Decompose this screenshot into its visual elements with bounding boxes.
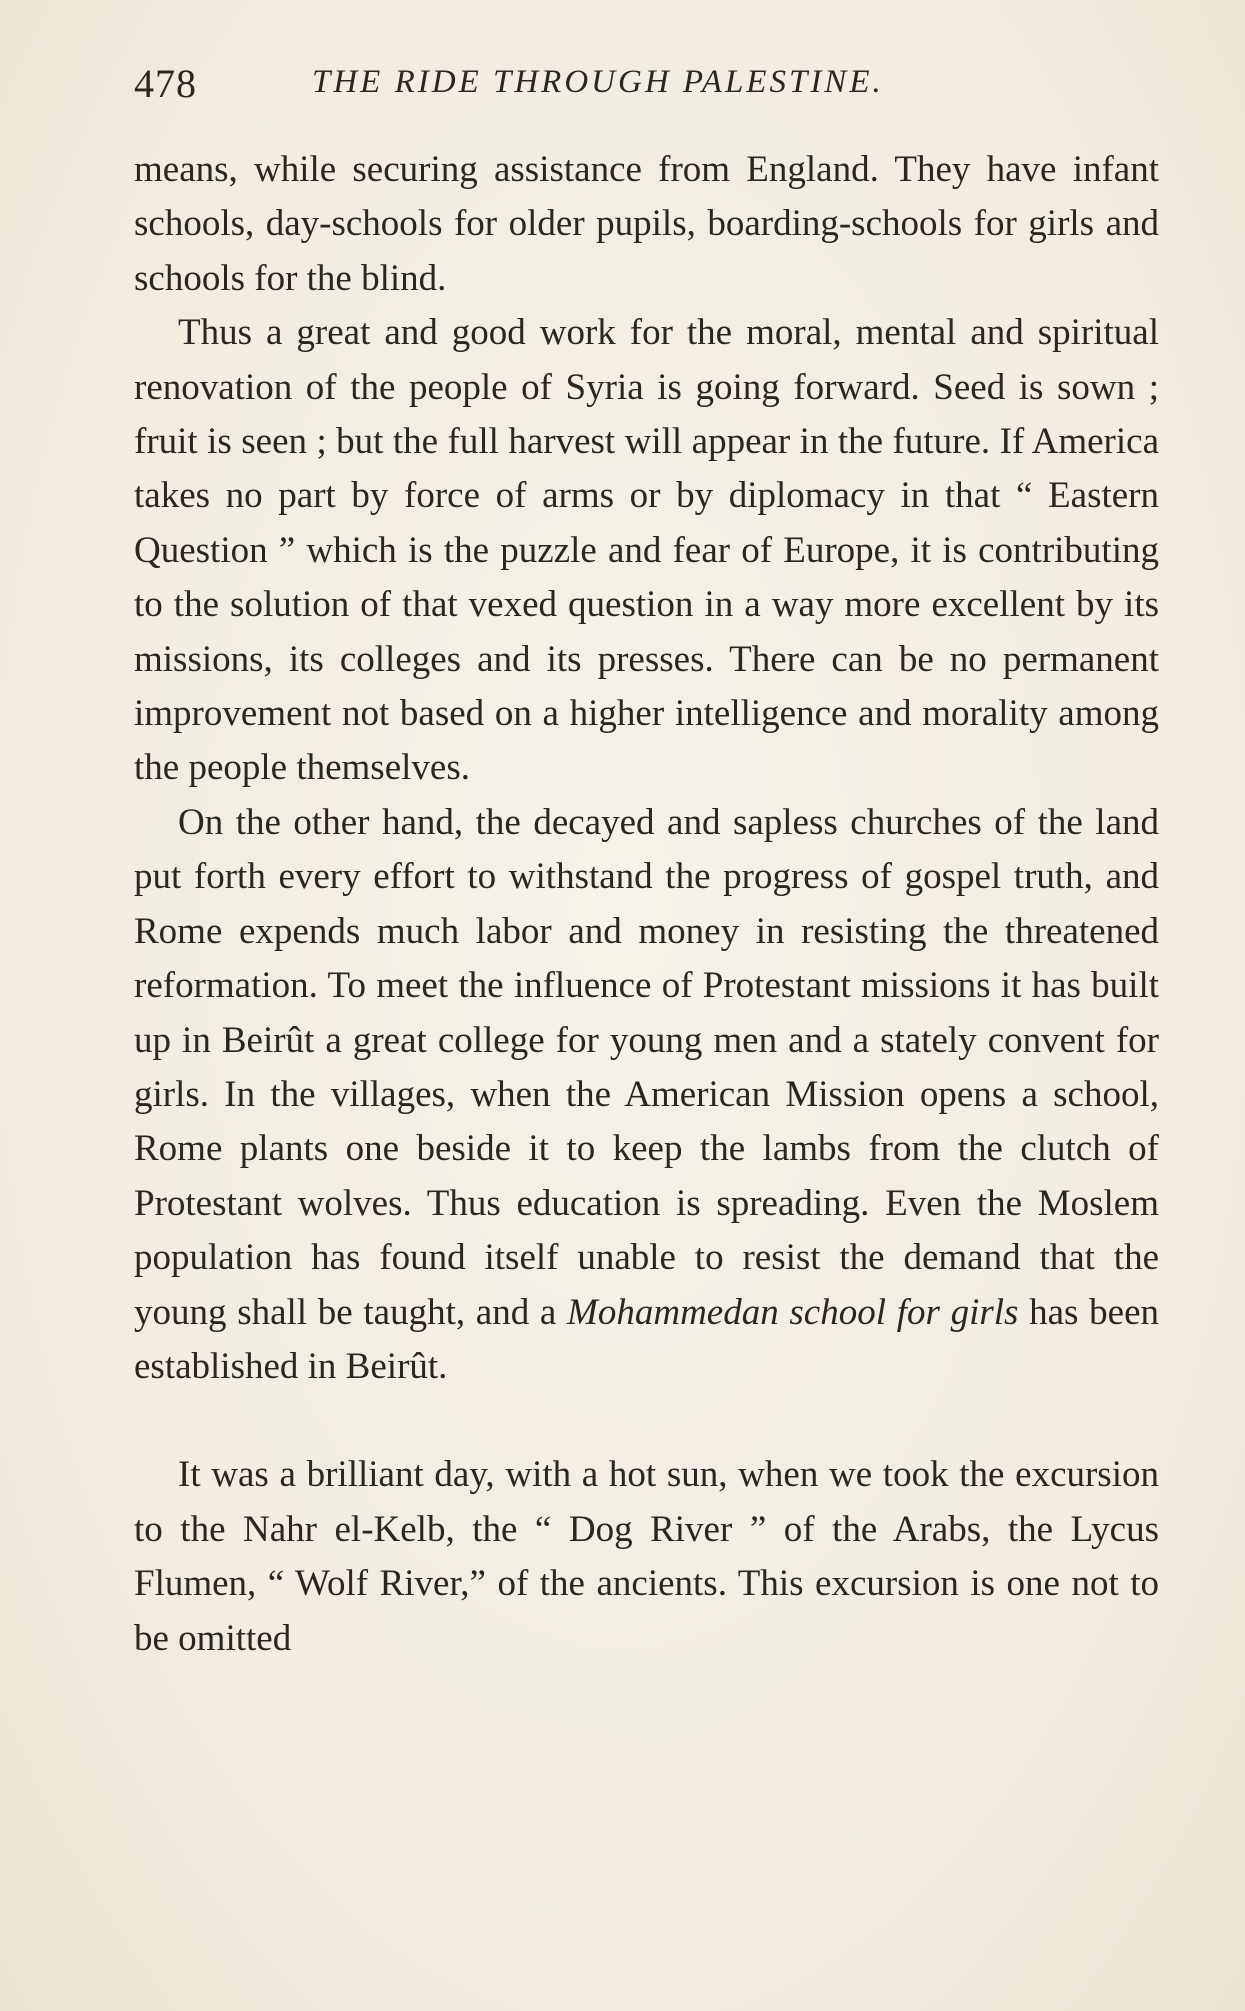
- page-number: 478: [134, 61, 197, 106]
- italic-phrase: Mohammedan school for girls: [567, 1291, 1019, 1333]
- running-title: THE RIDE THROUGH PALESTINE.: [312, 64, 884, 100]
- paragraph-continued: means, while securing assistance from England. They have infant schools, day-schools for older pupils, boarding-schools for girls and schools for the blind.: [134, 149, 1159, 299]
- paragraph: It was a brilliant day, with a hot sun, when we took the excursion to the Nahr el-Kelb, the “ Dog River ” of the Arabs, the Lycus Flumen, “ Wolf River,” of the ancients. This excursion is one not to be omitted: [134, 1454, 1159, 1659]
- paragraph: Thus a great and good work for the moral, mental and spiritual renovation of the people of Syria is going forward. Seed is sown ; fruit is seen ; but the full harvest will appear in the future. If America takes no part by force of arms or by diplomacy in that “ Eastern Question ” which is the puzzle and fear of Europe, it is contributing to the solution of that vexed question in a way more excellent by its missions, its colleges and its presses. There can be no permanent improvement not based on a higher intelligence and morality among the people themselves.: [134, 312, 1159, 789]
- paragraph-text: On the other hand, the decayed and sapless churches of the land put forth every effort to withstand the progress of gospel truth, and Rome expends much labor and money in resisting the threatened reformation. To meet the influence of Protestant missions it has built up in Beirût a great college for young men and a stately convent for girls. In the villages, when the American Mission opens a school, Rome plants one beside it to keep the lambs from the clutch of Protestant wolves. Thus education is spreading. Even the Moslem population has found itself unable to resist the demand that the young shall be taught, and a: [134, 801, 1159, 1333]
- paragraph-text: has been established in Beirût.: [134, 1291, 1159, 1387]
- body-text: [134, 143, 1159, 1666]
- page-header: [134, 60, 1134, 120]
- paragraph: [134, 796, 1159, 1394]
